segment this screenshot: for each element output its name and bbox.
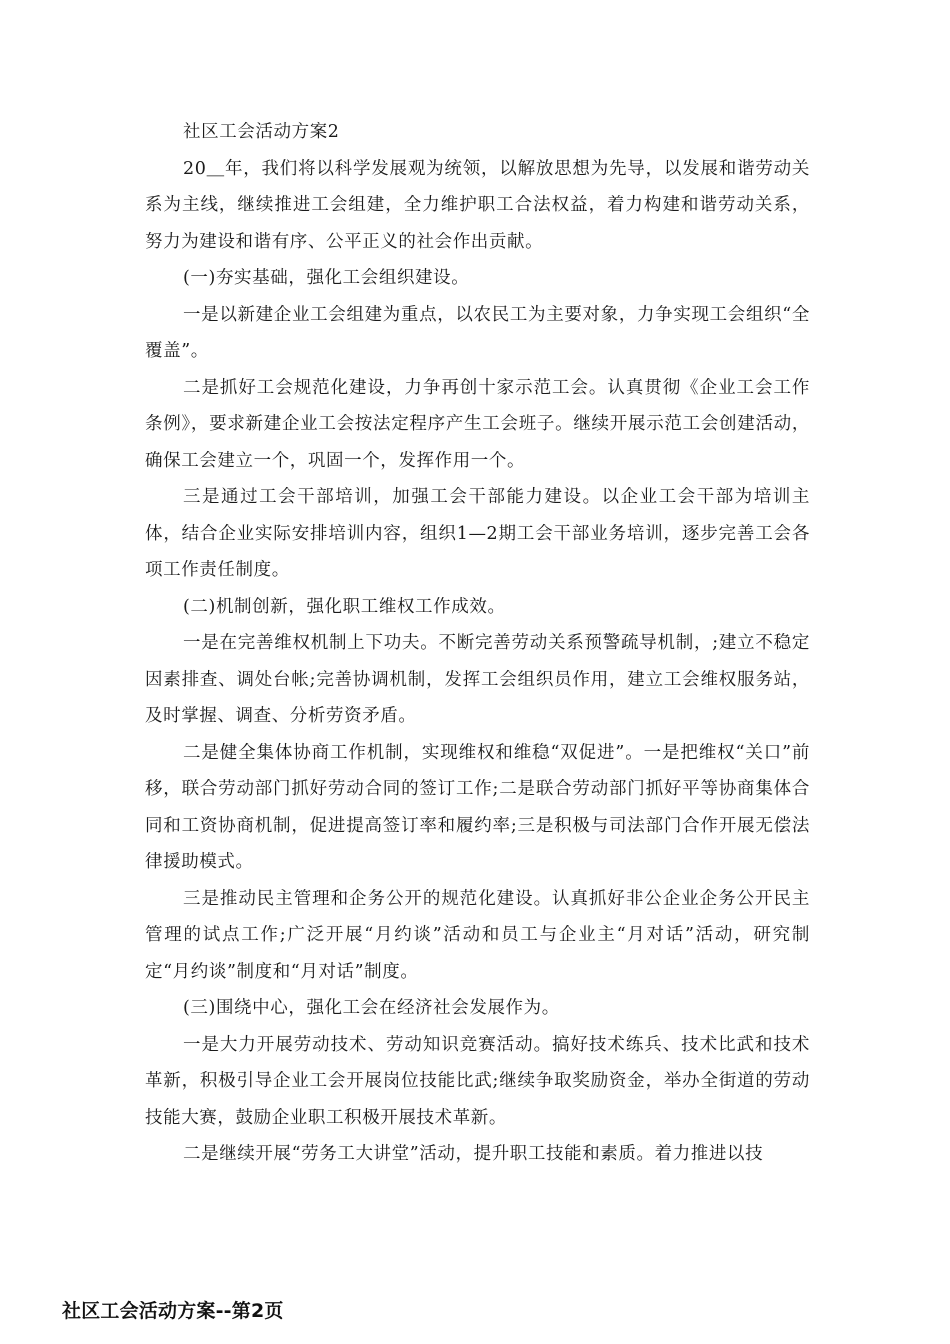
paragraph: 一是大力开展劳动技术、劳动知识竞赛活动。搞好技术练兵、技术比武和技术革新，积极引导企业工会开展岗位技能比武;继续争取奖励资金，举办全街道的劳动技能大赛，鼓励企业职工积极开展技术革新。 bbox=[145, 1034, 810, 1128]
paragraph: 三是通过工会干部培训，加强工会干部能力建设。以企业工会干部为培训主体，结合企业实际安排培训内容，组织1—2期工会干部业务培训，逐步完善工会各项工作责任制度。 bbox=[145, 487, 810, 580]
paragraph-intro: 20＿年，我们将以科学发展观为统领，以解放思想为先导，以发展和谐劳动关系为主线，继续推进工会组建，全力维护职工合法权益，着力构建和谐劳动关系，努力为建设和谐有序、公平正义的社会作出贡献。 bbox=[145, 158, 810, 252]
paragraph: 一是在完善维权机制上下功夫。不断完善劳动关系预警疏导机制，;建立不稳定因素排查、调处台帐;完善协调机制，发挥工会组织员作用，建立工会维权服务站，及时掌握、调查、分析劳资矛盾。 bbox=[145, 633, 810, 726]
paragraph: 一是以新建企业工会组建为重点，以农民工为主要对象，力争实现工会组织“全覆盖”。 bbox=[145, 304, 810, 361]
document-body bbox=[145, 114, 810, 1173]
paragraph: 二是健全集体协商工作机制，实现维权和维稳“双促进”。一是把维权“关口”前移，联合劳动部门抓好劳动合同的签订工作;二是联合劳动部门抓好平等协商集体合同和工资协商机制，促进提高签订率和履约率;三是积极与司法部门合作开展无偿法律援助模式。 bbox=[145, 742, 810, 872]
paragraph: 二是继续开展“劳务工大讲堂”活动，提升职工技能和素质。着力推进以技 bbox=[183, 1144, 764, 1164]
section-heading-2: (二)机制创新，强化职工维权工作成效。 bbox=[183, 596, 506, 617]
document-title: 社区工会活动方案2 bbox=[183, 122, 340, 142]
section-heading-3: (三)围绕中心，强化工会在经济社会发展作为。 bbox=[183, 998, 560, 1018]
section-heading-1: (一)夯实基础，强化工会组织建设。 bbox=[183, 268, 470, 288]
paragraph: 二是抓好工会规范化建设，力争再创十家示范工会。认真贯彻《企业工会工作条例》，要求新建企业工会按法定程序产生工会班子。继续开展示范工会创建活动，确保工会建立一个，巩固一个，发挥作用一个。 bbox=[145, 377, 810, 471]
paragraph: 三是推动民主管理和企务公开的规范化建设。认真抓好非公企业企务公开民主管理的试点工作;广泛开展“月约谈”活动和员工与企业主“月对话”活动，研究制定“月约谈”制度和“月对话”制度。 bbox=[145, 888, 810, 982]
page-footer: 社区工会活动方案--第2页 bbox=[62, 1300, 284, 1322]
